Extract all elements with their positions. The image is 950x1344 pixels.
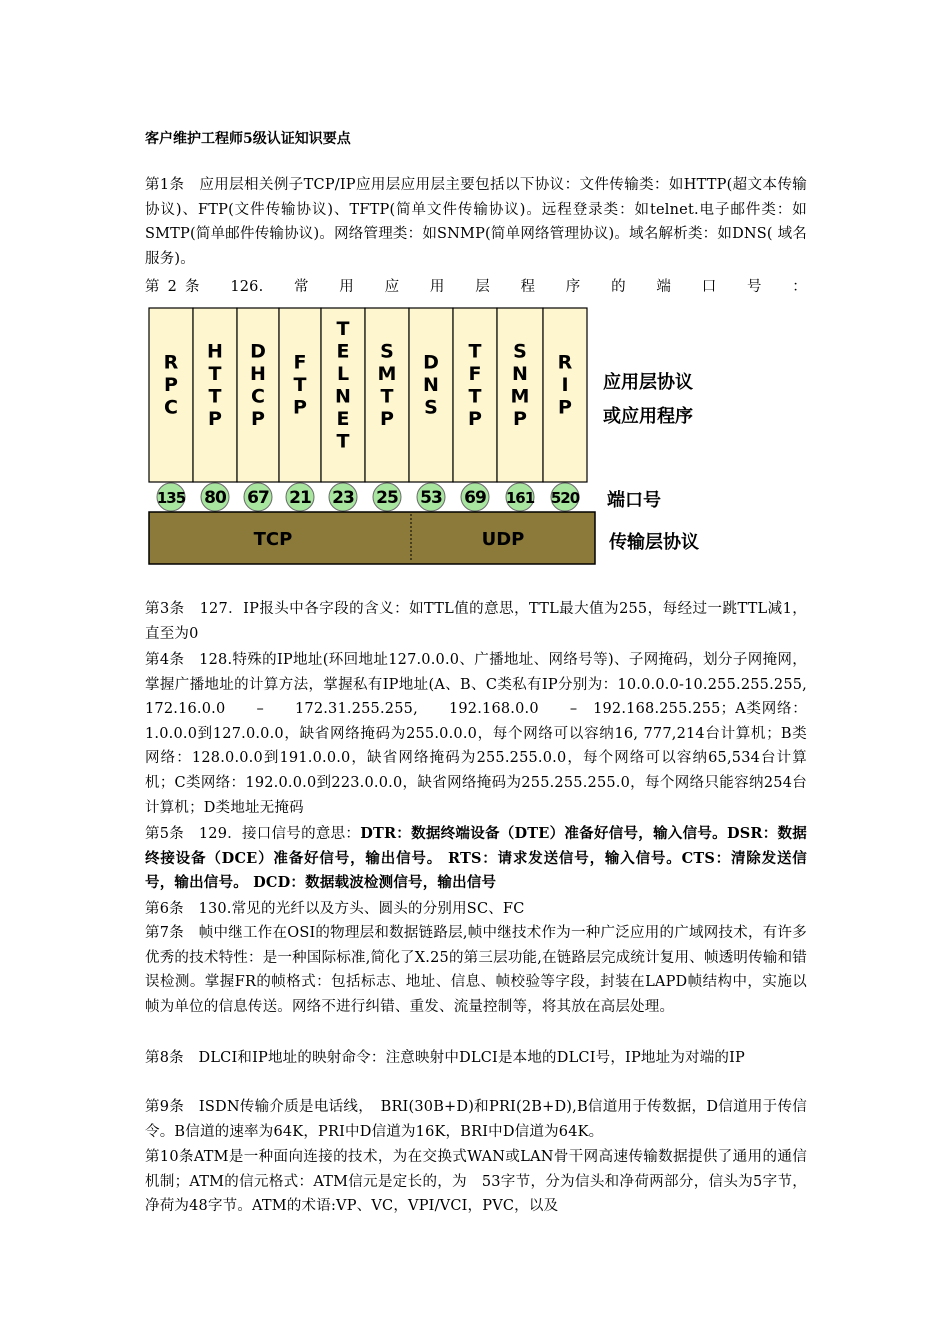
port-number-135: 135 [156, 489, 186, 507]
protocol-letter-tftp-3: P [468, 407, 482, 430]
paragraph-2-text: 第2条 126. 常 用 应 用 层 程 序 的 端 口 号 ： [145, 279, 807, 295]
paragraph-8: 第8条 DLCI和IP地址的映射命令：注意映射中DLCI是本地的DLCI号，IP地址为对端的IP [145, 1050, 746, 1066]
protocol-letter-telnet-5: T [336, 430, 350, 453]
document-title: 客户维护工程师5级认证知识要点 [145, 131, 351, 147]
paragraph-2 [145, 275, 807, 300]
paragraph-9: 第9条 ISDN传输介质是电话线， BRI(30B+D)和PRI(2B+D),B信道用于传数据，D信道用于传信令。B信道的速率为64K，PRI中D信道为16K，BRI中D信道为64K。 [145, 1099, 807, 1140]
port-number-diagram [147, 306, 717, 568]
protocol-letter-rip-0: R [557, 351, 573, 374]
port-number-69: 69 [464, 488, 486, 508]
protocol-letter-rip-1: I [561, 374, 569, 396]
protocol-letter-rpc-2: C [164, 396, 178, 419]
protocol-letter-smtp-2: T [380, 385, 394, 408]
port-number-520: 520 [550, 489, 580, 507]
port-label: 端口号 [607, 490, 661, 511]
protocol-letter-dns-0: D [423, 351, 439, 374]
paragraph-7: 第7条 帧中继工作在OSI的物理层和数据链路层,帧中继技术作为一种广泛应用的广域网技术，有许多优秀的技术特性：是一种国际标准,简化了X.25的第三层功能,在链路层完成统计复用、帧透明传输和错误检测。掌握FR的帧格式：包括标志、地址、信息、帧校验等字段，封装在LAPD帧结构中，实施以帧为单位的信息传送。网络不进行纠错、重发、流量控制等，将其放在高层处理。 [145, 925, 807, 1015]
protocol-letter-telnet-4: E [336, 407, 350, 430]
paragraph-4: 第4条 128.特殊的IP地址(环回地址127.0.0.0、广播地址、网络号等)、子网掩码，划分子网掩网，掌握广播地址的计算方法，掌握私有IP地址(A、B、C类私有IP分别为：10.0.0.0-10.255.255.255, 172.16.0.0 – 172.31.255.255, 192.168.0.0 – 192.168.255.255；A类网络：1.0.0.0到127.0.0.0，缺省网络掩码为255.0.0.0，每个网络可以容纳16, 777,214台计算机；B类网络：128.0.0.0到191.0.0.0，缺省网络掩码为255.255.0.0，每个网络可以容纳65,534台计算机；C类网络：192.0.0.0到223.0.0.0，缺省网络掩码为255.255.255.0，每个网络只能容纳254台计算机；D类地址无掩码 [145, 652, 837, 816]
paragraph-1: 第1条 应用层相关例子TCP/IP应用层应用层主要包括以下协议：文件传输类：如HTTP(超文本传输协议)、FTP(文件传输协议)、TFTP(简单文件传输协议)。远程登录类：如telnet.电子邮件类：如SMTP(简单邮件传输协议)。网络管理类：如SNMP(简单网络管理协议)。域名解析类：如DNS( 域名服务)。 [145, 177, 807, 267]
protocol-letter-telnet-1: E [336, 340, 350, 363]
protocol-letter-ftp-0: F [293, 351, 307, 374]
port-number-21: 21 [289, 488, 311, 508]
protocol-letter-rpc-1: P [164, 374, 178, 396]
protocol-letter-telnet-3: N [335, 385, 351, 408]
protocol-letter-rip-2: P [558, 396, 572, 419]
protocol-letter-ftp-2: P [293, 396, 307, 419]
transport-layer-label: 传输层协议 [609, 532, 699, 553]
protocol-letter-http-1: T [208, 362, 222, 385]
paragraph-5-bold: DTR：数据终端设备（DTE）准备好信号，输入信号。DSR：数据终接设备（DCE）准备好信号，输出信号。 RTS：请求发送信号，输入信号。CTS：清除发送信号，输出信号。 DCD：数据载波检测信号，输出信号 [145, 825, 807, 892]
transport-tcp: TCP [253, 529, 293, 550]
transport-udp: UDP [481, 529, 525, 550]
protocol-letter-smtp-1: M [377, 362, 397, 385]
protocol-letter-tftp-0: T [468, 340, 482, 363]
port-number-67: 67 [247, 488, 269, 508]
paragraph-5 [145, 822, 807, 896]
port-number-23: 23 [332, 488, 354, 508]
paragraph-5-lead: 第5条 129．接口信号的意思： [145, 826, 361, 842]
protocol-letter-dns-1: N [423, 374, 439, 396]
protocol-letter-snmp-1: N [512, 362, 528, 385]
protocol-letter-dhcp-0: D [250, 340, 266, 363]
app-layer-label-2: 或应用程序 [603, 406, 693, 427]
protocol-letter-smtp-3: P [380, 407, 394, 430]
protocol-letter-snmp-3: P [513, 407, 527, 430]
port-number-80: 80 [204, 488, 226, 508]
port-number-53: 53 [420, 488, 442, 508]
port-number-161: 161 [505, 489, 535, 507]
protocol-letter-http-3: P [208, 407, 222, 430]
protocol-letter-http-2: T [208, 385, 222, 408]
protocol-letter-dhcp-1: H [250, 362, 266, 385]
protocol-letter-telnet-2: L [336, 362, 350, 385]
protocol-letter-telnet-0: T [336, 317, 350, 340]
paragraph-3: 第3条 127．IP报头中各字段的含义：如TTL值的意思，TTL最大值为255，每经过一跳TTL减1，直至为0 [145, 601, 807, 642]
protocol-letter-smtp-0: S [380, 340, 394, 363]
port-number-25: 25 [376, 488, 398, 508]
protocol-letter-tftp-1: F [468, 362, 482, 385]
paragraph-10: 第10条ATM是一种面向连接的技术，为在交换式WAN或LAN骨干网高速传输数据提供了通用的通信机制；ATM的信元格式：ATM信元是定长的，为 53字节，分为信头和净荷两部分，信头为5字节，净荷为48字节。ATM的术语:VP、VC，VPI/VCI，PVC，以及 [145, 1149, 807, 1215]
app-layer-label-1: 应用层协议 [603, 372, 693, 393]
protocol-letter-dhcp-3: P [251, 407, 265, 430]
protocol-letter-ftp-1: T [293, 374, 307, 396]
protocol-letter-snmp-0: S [513, 340, 527, 363]
protocol-letter-snmp-2: M [510, 385, 530, 408]
protocol-letter-rpc-0: R [163, 351, 179, 374]
protocol-letter-http-0: H [207, 340, 223, 363]
protocol-stack-svg [147, 306, 597, 568]
protocol-letter-tftp-2: T [468, 385, 482, 408]
transport-bar [149, 512, 595, 564]
protocol-letter-dns-2: S [424, 396, 438, 419]
protocol-letter-dhcp-2: C [251, 385, 265, 408]
paragraph-6: 第6条 130.常见的光纤以及方头、圆头的分别用SC、FC [145, 901, 525, 917]
